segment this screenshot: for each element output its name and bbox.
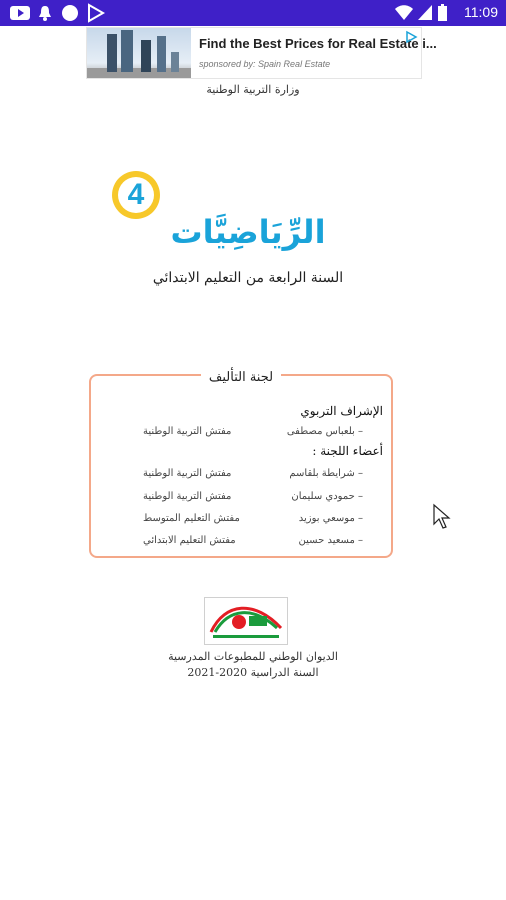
supervisor-role: مفتش التربية الوطنية bbox=[143, 426, 232, 437]
status-bar bbox=[0, 0, 506, 26]
members-label: أعضاء اللجنة : bbox=[312, 444, 383, 458]
ad-title[interactable]: Find the Best Prices for Real Estate i... bbox=[199, 36, 437, 51]
ad-sponsor: sponsored by: Spain Real Estate bbox=[199, 59, 331, 69]
ministry-label: وزارة التربية الوطنية bbox=[206, 83, 300, 96]
ad-image[interactable] bbox=[87, 28, 191, 78]
publisher-logo bbox=[204, 597, 288, 645]
skyscraper-image bbox=[87, 28, 191, 78]
youtube-icon bbox=[10, 6, 30, 20]
supervision-label: الإشراف التربوي bbox=[300, 404, 383, 418]
circle-icon bbox=[61, 4, 79, 22]
grade-line: السنة الرابعة من التعليم الابتدائي bbox=[152, 270, 344, 286]
status-time: 11:09 bbox=[464, 4, 498, 20]
play-store-icon bbox=[87, 4, 105, 22]
committee-box bbox=[89, 370, 393, 558]
member-role: مفتش التربية الوطنية bbox=[143, 468, 232, 479]
member-role: مفتش التعليم الابتدائي bbox=[143, 535, 236, 546]
supervisor-name: – بلعباس مصطفى bbox=[286, 426, 363, 437]
publisher-name: الديوان الوطني للمطبوعات المدرسية bbox=[168, 650, 338, 663]
wifi-icon bbox=[395, 5, 413, 20]
member-name: – مسعيد حسين bbox=[298, 535, 363, 546]
member-name: – شرايطة بلقاسم bbox=[289, 468, 363, 479]
member-name: – حمودي سليمان bbox=[291, 491, 363, 502]
subject-title: الرِّيَاضِيَّات bbox=[170, 213, 326, 251]
mouse-cursor-icon bbox=[433, 504, 451, 530]
ad-choices-icon[interactable] bbox=[405, 31, 417, 43]
ad-banner[interactable] bbox=[86, 27, 437, 79]
member-name: – موسعي بوزيد bbox=[298, 513, 363, 524]
school-year: السنة الدراسية 2020-2021 bbox=[187, 666, 319, 679]
grade-number: 4 bbox=[118, 177, 154, 213]
onps-logo-icon bbox=[205, 598, 287, 644]
notification-bell-icon bbox=[38, 5, 52, 21]
signal-icon bbox=[418, 5, 432, 20]
committee-title: لجنة التأليف bbox=[201, 370, 281, 385]
grade-badge bbox=[112, 171, 160, 219]
member-role: مفتش التعليم المتوسط bbox=[143, 513, 240, 524]
battery-icon bbox=[438, 4, 447, 21]
member-role: مفتش التربية الوطنية bbox=[143, 491, 232, 502]
